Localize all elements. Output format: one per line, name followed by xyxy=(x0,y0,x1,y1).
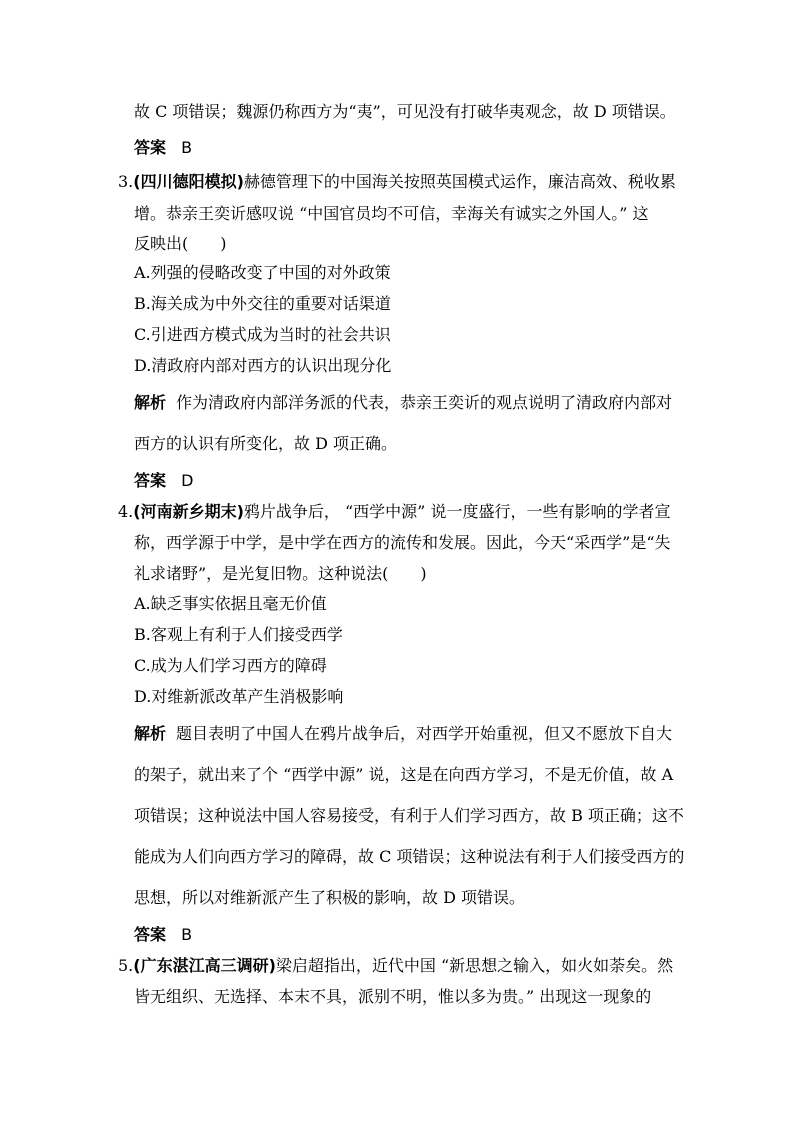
q4-analysis-line-4: 能成为人们向西方学习的障碍，故 C 项错误；这种说法有利于人们接受西方的 xyxy=(134,847,685,866)
analysis-label: 解析 xyxy=(134,724,167,743)
q3-analysis-line-2: 西方的认识有所变化，故 D 项正确。 xyxy=(134,434,398,453)
q3-option-a: A.列强的侵略改变了中国的对外政策 xyxy=(134,263,391,282)
answer-value: D xyxy=(181,471,194,490)
q4-stem-line-1 xyxy=(118,502,670,522)
q4-option-b: B.客观上有利于人们接受西学 xyxy=(134,625,343,644)
analysis-label: 解析 xyxy=(134,393,167,412)
q3-source: (四川德阳模拟) xyxy=(133,172,244,191)
q4-stem-line-3: 礼求诸野”，是光复旧物。这种说法( ) xyxy=(134,564,427,583)
q4-option-a: A.缺乏事实依据且毫无价值 xyxy=(134,594,327,613)
q3-stem-text-1: 赫德管理下的中国海关按照英国模式运作，廉洁高效、税收累 xyxy=(243,172,676,191)
q5-number: 5. xyxy=(118,956,134,975)
q4-analysis-line-1 xyxy=(134,724,672,744)
q3-stem-line-3: 反映出( ) xyxy=(134,234,227,253)
q3-analysis-line-1 xyxy=(134,393,672,413)
answer-value: B xyxy=(181,925,193,944)
q4-analysis-line-2: 的架子，就出来了个 “西学中源” 说，这是在向西方学习，不是无价值，故 A xyxy=(134,765,674,784)
answer-q4 xyxy=(134,925,192,945)
q4-analysis-line-5: 思想，所以对维新派产生了积极的影响，故 D 项错误。 xyxy=(134,888,526,907)
q3-option-c: C.引进西方模式成为当时的社会共识 xyxy=(134,325,391,344)
answer-label: 答案 xyxy=(134,471,167,490)
q4-stem-line-2: 称，西学源于中学，是中学在西方的流传和发展。因此，今天“采西学”是“失 xyxy=(134,533,671,552)
q3-stem-line-1 xyxy=(118,172,676,192)
q3-option-d: D.清政府内部对西方的认识出现分化 xyxy=(134,356,392,375)
q4-analysis-text-1: 题目表明了中国人在鸦片战争后，对西学开始重视，但又不愿放下自大 xyxy=(176,724,673,743)
q3-stem-line-2: 增。恭亲王奕䜣感叹说 “中国官员均不可信，幸海关有诚实之外国人。” 这 xyxy=(134,204,649,223)
q3-analysis-text-1: 作为清政府内部洋务派的代表，恭亲王奕䜣的观点说明了清政府内部对 xyxy=(176,393,673,412)
q3-option-b: B.海关成为中外交往的重要对话渠道 xyxy=(134,294,391,313)
answer-q2 xyxy=(134,138,192,158)
q4-analysis-line-3: 项错误；这种说法中国人容易接受，有利于人们学习西方，故 B 项正确；这不 xyxy=(134,806,684,825)
q5-stem-text-1: 梁启超指出，近代中国 “新思想之输入，如火如荼矣。然 xyxy=(275,956,674,975)
analysis-continuation-line: 故 C 项错误；魏源仍称西方为“夷”，可见没有打破华夷观念，故 D 项错误。 xyxy=(134,102,676,121)
q5-stem-line-2: 皆无组织、无选择、本末不具，派别不明，惟以多为贵。” 出现这一现象的 xyxy=(134,987,652,1006)
answer-label: 答案 xyxy=(134,138,167,157)
q4-number: 4. xyxy=(118,502,134,521)
answer-label: 答案 xyxy=(134,925,167,944)
q4-option-c: C.成为人们学习西方的障碍 xyxy=(134,656,327,675)
answer-value: B xyxy=(181,138,193,157)
answer-q3 xyxy=(134,471,193,491)
q5-source: (广东湛江高三调研) xyxy=(133,956,276,975)
q4-stem-text-1: 鸦片战争后， “西学中源” 说一度盛行，一些有影响的学者宣 xyxy=(243,502,671,521)
q4-option-d: D.对维新派改革产生消极影响 xyxy=(134,687,344,706)
q5-stem-line-1 xyxy=(118,956,673,976)
q3-number: 3. xyxy=(118,172,134,191)
q4-source: (河南新乡期末) xyxy=(133,502,244,521)
